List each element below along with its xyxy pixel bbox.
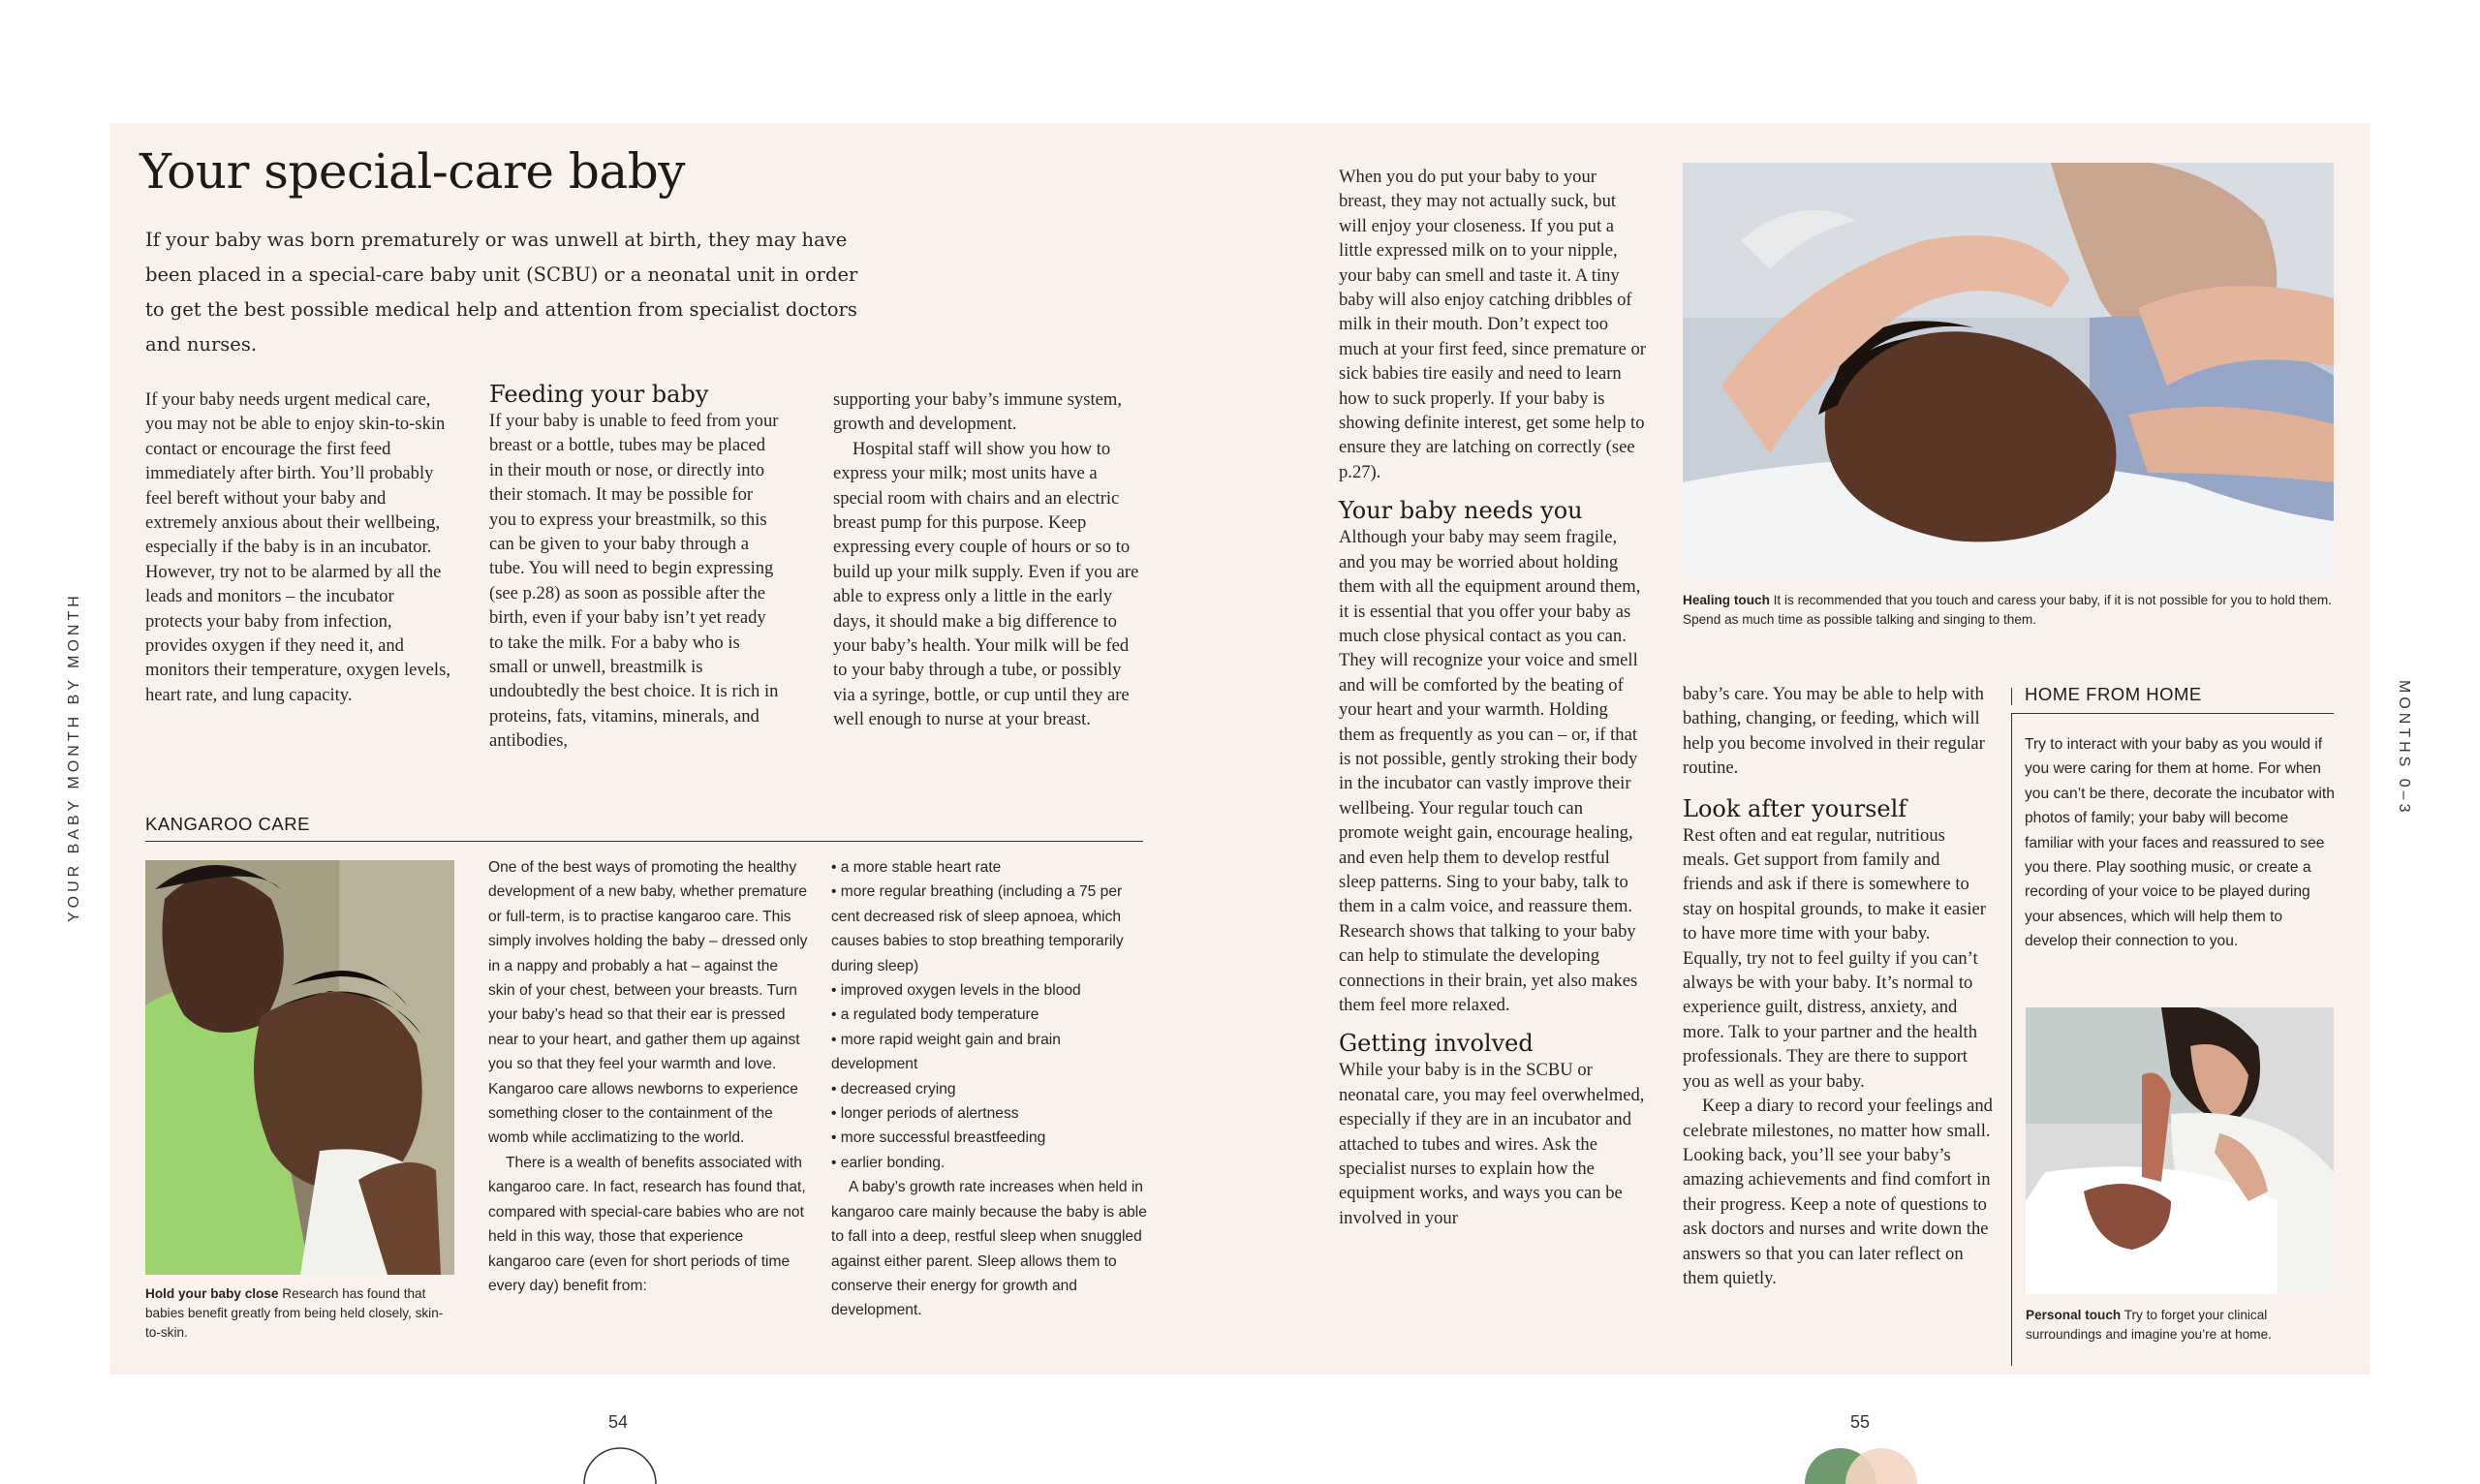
feeding-section [489,380,780,754]
right-column-1: When you do put your baby to your breast, they may not actually suck, but will enjoy your closeness. If you put a little expressed milk on to your nipple, your baby can smell and taste it. A tiny baby will also enjoy catching dribbles of milk in their mouth. Don’t expect too much at your first feed, since premature or sick babies tire easily and need to learn how to suck properly. If your baby is showing definite interest, get some help to ensure they are latching on correctly (see p.27). Your baby needs you Although your baby may seem fragile, and you may be worried about holding them with all the equipment around them, it is essential that you offer your baby as much close physical contact as you can. They will recognize your voice and smell and will be comforted by the beating of your heart and your warmth. Holding them as frequently as you can – or, if that is not possible, gently stroking their body in the incubator can vastly improve their wellbeing. Your regular touch can promote weight gain, encourage healing, and even help them to develop restful sleep patterns. Sing to your baby, talk to them in a calm voice, and reassure them. Research shows that talking to your baby can help to stimulate the developing connections in their brain, yet also makes them feel more relaxed. Getting involved While your baby is in the SCBU or neonatal care, you may feel overwhelmed, especially if they are in an incubator and attached to tubes and wires. Ask the specialist nurses to explain how the equipment works, and ways you can be involved in your [1339,165,1647,1230]
intro-paragraph: If your baby was born prematurely or was unwell at birth, they may have been placed in a special-care baby unit (SCBU) or a neonatal unit in order to get the best possible medical help and attention from specialist doctors and nurses. [145,229,858,356]
healing-touch-caption: Healing touch It is recommended that you touch and caress your baby, if it is not possible for you to hold them. Spend as much time as possible talking and singing to them. [1683,593,2332,627]
page-title: Your special-care baby [140,143,685,200]
personal-touch-photo [2026,1007,2334,1294]
list-item: • longer periods of alertness [831,1101,1151,1126]
involved-text: While your baby is in the SCBU or neonatal care, you may feel overwhelmed, especially if they are in an incubator and attached to tubes and wires. Ask the specialist nurses to explain how the equipment works, and ways you can be involved in your [1339,1060,1645,1228]
side-label-right: MONTHS 0–3 [2396,680,2412,817]
decorative-circle-outline [581,1443,659,1484]
page-number-right: 55 [1850,1412,1871,1432]
left-column-3: supporting your baby’s immune system, growth and development. Hospital staff will show you how to express your milk; most units have a special room with chairs and an electric breast pump for this purpose. Keep expressing every couple of hours or so to build up your milk supply. Even if you are able to express only a little in the early days, it should make a big difference to your baby’s health. Your milk will be fed to your baby through a tube, or possibly via a syringe, bottle, or cup until they are well enough to nurse at your breast. [833,389,1139,730]
home-from-home-text: Try to interact with your baby as you would if you were caring for them at home. For when you can’t be there, decorate the incubator with photos of family; your baby will become familiar with your faces and reassured to see you there. Play soothing music, or create a recording of your voice to be played during your absences, which will help them to develop their connection to you. [2025,736,2335,950]
needs-heading: Your baby needs you [1339,497,1583,525]
personal-touch-illustration [2026,1007,2334,1294]
look-after-heading: Look after yourself [1683,794,1907,822]
list-item: • a more stable heart rate [831,855,1151,880]
home-from-home-marker [2011,688,2012,705]
list-item: • more rapid weight gain and brain development [831,1028,1151,1077]
list-item: • decreased crying [831,1077,1151,1101]
kangaroo-column-1: One of the best ways of promoting the healthy development of a new baby, whether premature or full-term, is to practise kangaroo care. This simply involves holding the baby – dressed only in a nappy and probably a hat – against the skin of your chest, between your breasts. Turn your baby’s head so that their ear is pressed near to your heart, and gather them up against you so that they feel your warmth and love. Kangaroo care allows newborns to experience something closer to the containment of the womb while acclimatizing to the world. There is a wealth of benefits associated with kangaroo care. In fact, research has found that, compared with special-care babies who are not held in this way, those that experience kangaroo care (even for short periods of time every day) benefit from: [488,859,808,1294]
home-from-home-side-rule [2011,713,2012,1366]
right-column-2: baby’s care. You may be able to help with bathing, changing, or feeding, which will help you become involved in their regular routine. Look after yourself Rest often and eat regular, nutritious meals. Get support from family and friends and ask if there is somewhere to stay on hospital grounds, to make it easier to have more time with your baby. Equally, try not to feel guilty if you can’t always be with your baby. It’s normal to experience guilt, distress, anxiety, and more. Talk to your partner and the health professionals. They are there to support you as well as your baby. Keep a diary to record your feelings and celebrate milestones, no matter how small. Looking back, you’ll see your baby’s amazing achievements and find comfort in their progress. Keep a note of questions to ask doctors and nurses and write down the answers so that you can later reflect on them quietly. [1683,684,1993,1288]
home-from-home-rule [2011,713,2334,714]
left-column-1: If your baby needs urgent medical care, you may not be able to enjoy skin-to-skin contact or encourage the first feed immediately after birth. You’ll probably feel bereft without your baby and extremely anxious about their wellbeing, especially if the baby is in an incubator. However, try not to be alarmed by all the leads and monitors – the incubator protects your baby from infection, provides oxygen if they need it, and monitors their temperature, oxygen levels, heart rate, and lung capacity. [145,389,450,705]
list-item: • more regular breathing (including a 75 per cent decreased risk of sleep apnoea, which causes babies to stop breathing temporarily during sleep) [831,880,1151,978]
side-label-left: YOUR BABY MONTH BY MONTH [66,592,82,922]
needs-text: Although your baby may seem fragile, and you may be worried about holding them with all the equipment around them, it is essential that you offer your baby as much close physical contact as you can. They will recognize your voice and smell and will be comforted by the beating of your heart and your warmth. Holding them as frequently as you can – or, if that is not possible, gently stroking their body in the incubator can vastly improve their wellbeing. Your regular touch can promote weight gain, encourage healing, and even help them to develop restful sleep patterns. Sing to your baby, talk to them in a calm voice, and reassure them. Research shows that talking to your baby can help to stimulate the developing connections in their brain, yet also makes them feel more relaxed. [1339,527,1641,1015]
kangaroo-caption: Hold your baby close Research has found that babies benefit greatly from being held closely, skin-to-skin. [145,1286,444,1340]
personal-touch-caption: Personal touch Try to forget your clinical surroundings and imagine you’re at home. [2026,1308,2272,1342]
list-item: • more successful breastfeeding [831,1126,1151,1150]
kangaroo-column-2: • a more stable heart rate • more regular breathing (including a 75 per cent decreased risk of sleep apnoea, which causes babies to stop breathing temporarily during sleep) • improved oxygen levels in the blood • a regulated body temperature • more rapid weight gain and brain development • decreased crying • longer periods of alertness • more successful breastfeeding • earlier bonding. A baby’s growth rate increases when held in kangaroo care mainly because the baby is able to fall into a deep, restful sleep when snuggled against either parent. Sleep allows them to conserve their energy for growth and development. [831,855,1151,1323]
list-item: • earlier bonding. [831,1151,1151,1175]
healing-touch-photo [1683,163,2334,579]
involved-heading: Getting involved [1339,1030,1534,1058]
kangaroo-care-label: KANGAROO CARE [145,814,310,834]
decorative-circles-colored [1794,1443,1930,1484]
list-item: • a regulated body temperature [831,1003,1151,1027]
feeding-text: If your baby is unable to feed from your breast or a bottle, tubes may be placed in their mouth or nose, or directly into their stomach. It may be possible for you to express your breastmilk, so this can be given to your baby through a tube. You will need to begin expressing (see p.28) as soon as possible after the birth, even if your baby isn’t yet ready to take the milk. For a baby who is small or unwell, breastmilk is undoubtedly the best choice. It is rich in proteins, fats, vitamins, minerals, and antibodies, [489,411,779,752]
list-item: • improved oxygen levels in the blood [831,978,1151,1003]
page-number-left: 54 [608,1412,629,1432]
feeding-heading: Feeding your baby [489,381,709,408]
kangaroo-benefits-list [831,855,1151,1175]
kangaroo-rule [145,841,1143,842]
home-from-home-label: HOME FROM HOME [2025,684,2202,704]
kangaroo-photo [145,860,454,1275]
healing-touch-illustration [1683,163,2334,579]
kangaroo-photo-illustration [145,860,454,1275]
